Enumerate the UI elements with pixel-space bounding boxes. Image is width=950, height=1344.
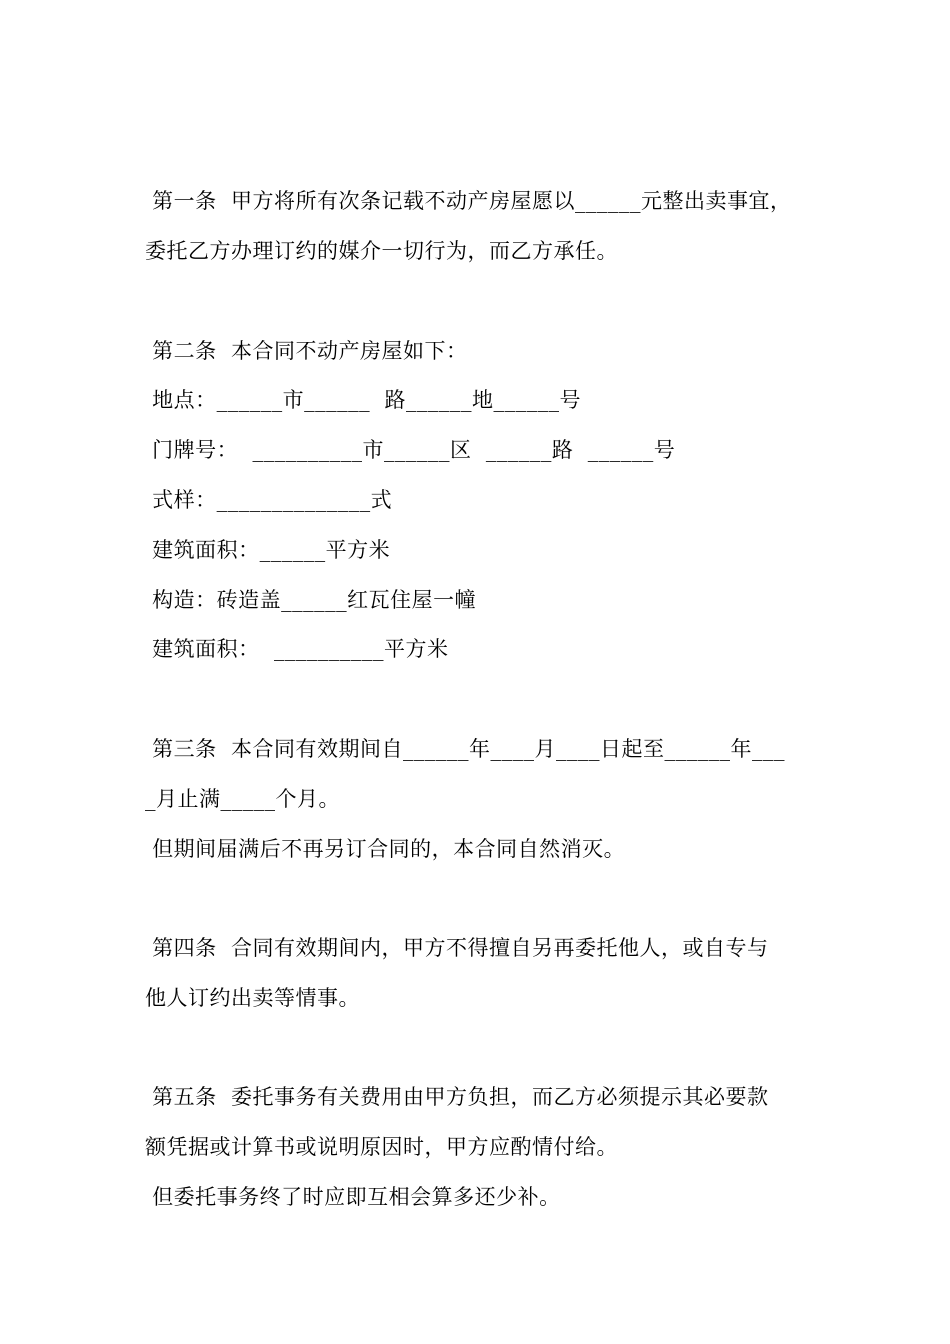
article-5-line-2: 额凭据或计算书或说明原因时，甲方应酌情付给。 [145,1135,618,1159]
article-2-heading: 第二条 本合同不动产房屋如下： [145,339,468,363]
article-4-line-2: 他人订约出卖等情事。 [145,986,360,1010]
article-3-line-1: 第三条 本合同有效期间自______年____月____日起至______年___ [145,737,786,761]
article-2-floor-area-1: 建筑面积：______平方米 [145,538,391,562]
article-4-line-1: 第四条 合同有效期间内，甲方不得擅自另再委托他人，或自专与 [145,936,769,960]
article-2-floor-area-2: 建筑面积： __________平方米 [145,637,449,661]
article-3-line-3: 但期间届满后不再另订合同的，本合同自然消灭。 [145,837,626,861]
article-5-line-1: 第五条 委托事务有关费用由甲方负担，而乙方必须提示其必要款 [145,1085,769,1109]
article-1-line-1: 第一条 甲方将所有次条记载不动产房屋愿以______元整出卖事宜， [145,189,792,213]
article-2-structure: 构造：砖造盖______红瓦住屋一幢 [145,588,477,612]
article-2-style: 式样：______________式 [145,488,393,512]
article-5-line-3: 但委托事务终了时应即互相会算多还少补。 [145,1185,561,1209]
article-1-line-2: 委托乙方办理订约的媒介一切行为，而乙方承任。 [145,239,618,263]
article-3-line-2: _月止满_____个月。 [145,787,340,811]
article-2-door-number: 门牌号： __________市______区 ______路 ______号 [145,438,676,462]
article-2-location: 地点：______市______ 路______地______号 [145,388,582,412]
